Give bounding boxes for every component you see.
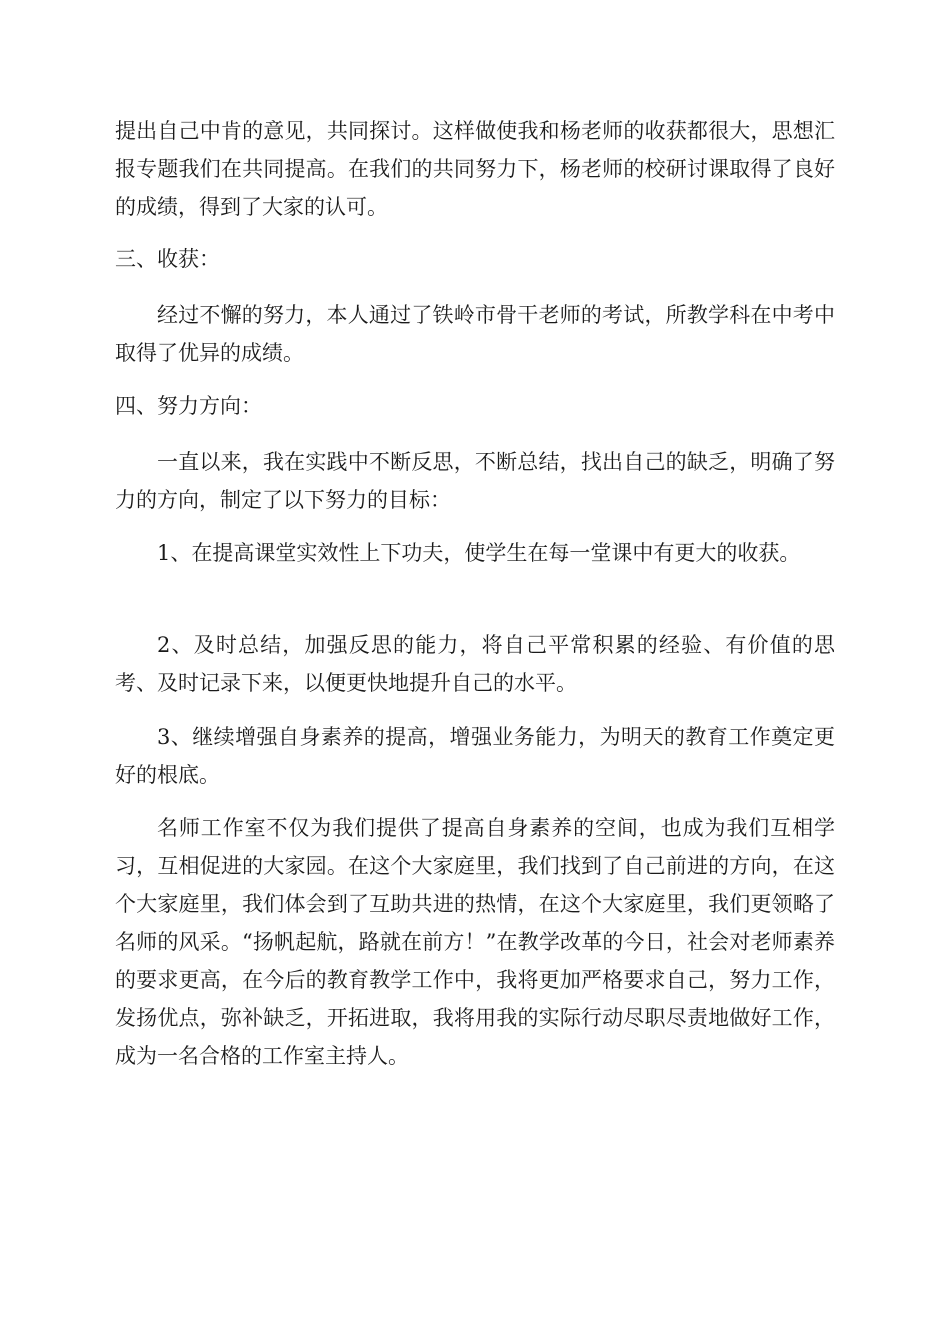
paragraph-direction-intro: 一直以来，我在实践中不断反思，不断总结，找出自己的缺乏，明确了努力的方向，制定了以下努力的目标： <box>115 450 835 512</box>
paragraph-harvest: 经过不懈的努力，本人通过了铁岭市骨干老师的考试，所教学科在中考中取得了优异的成绩。 <box>115 303 835 365</box>
paragraph-continuation: 提出自己中肯的意见，共同探讨。这样做使我和杨老师的收获都很大，思想汇报专题我们在共同提高。在我们的共同努力下，杨老师的校研讨课取得了良好的成绩，得到了大家的认可。 <box>115 119 835 219</box>
paragraph-conclusion: 名师工作室不仅为我们提供了提高自身素养的空间，也成为我们互相学习，互相促进的大家园。在这个大家庭里，我们找到了自己前进的方向，在这个大家庭里，我们体会到了互助共进的热情，在这个大家庭里，我们更领略了名师的风采。“扬帆起航，路就在前方！”在教学改革的今日，社会对老师素养的要求更高，在今后的教育教学工作中，我将更加严格要求自己，努力工作，发扬优点，弥补缺乏，开拓进取，我将用我的实际行动尽职尽责地做好工作，成为一名合格的工作室主持人。 <box>115 816 835 1068</box>
list-item-goal-1: 1、在提高课堂实效性上下功夫，使学生在每一堂课中有更大的收获。 <box>157 541 801 565</box>
list-item-goal-3: 3、继续增强自身素养的提高，增强业务能力，为明天的教育工作奠定更好的根底。 <box>115 725 835 787</box>
list-item-goal-2: 2、及时总结，加强反思的能力，将自己平常积累的经验、有价值的思考、及时记录下来，以便更快地提升自己的水平。 <box>115 633 835 695</box>
section-heading-direction: 四、努力方向： <box>115 394 262 418</box>
section-heading-harvest: 三、收获： <box>115 247 220 271</box>
